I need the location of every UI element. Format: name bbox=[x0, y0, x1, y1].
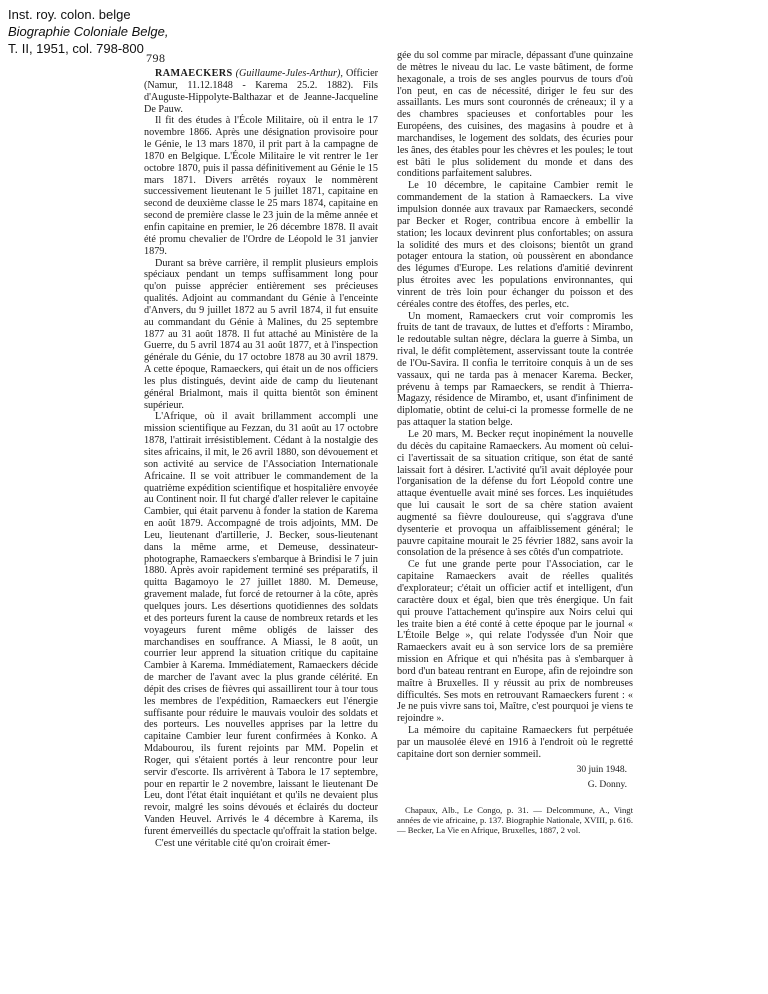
paragraph: Ce fut une grande perte pour l'Association, car le capitaine Ramaeckers avait de réelles qualités d'explorateur; c'était un officier actif et intelligent, d'un caractère doux et égal, bien que très énergique. Un fait qui prouve l'attachement qu'inspire aux Noirs celui qui les traite bien a été conté à cette époque par le journal « L'Étoile Belge », qui relate l'odyssée d'un Noir que Ramaeckers avait eu à son service lors de sa première mission en Afrique et qui n'hésita pas à s'embarquer à bord d'un bateau rentrant en Europe, afin de rejoindre son maître à Bruxelles. Il y réussit au prix de nombreuses difficultés. Ses mots en retrouvant Ramaeckers furent : « Je ne puis vivre sans toi, Maître, c'est pourquoi je viens te rejoindre ». bbox=[397, 559, 633, 725]
column-number: 798 bbox=[146, 51, 166, 65]
entry-intro: Officier (Namur, 11.12.1848 - Karema 25.2. 1882). Fils d'Auguste-Hippolyte-Balthazar et de Jeanne-Jacqueline De Pauw. bbox=[144, 68, 379, 115]
references-text: Chapaux, Alb., Le Congo, p. 31. — Delcommune, A., Vingt années de vie africaine, p. 137. Biographie Nationale, XVIII, p. 616. — Becker, La Vie en Afrique, Bruxelles, 1887, 2 vol. bbox=[397, 804, 633, 836]
paragraph: gée du sol comme par miracle, dépassant d'une quinzaine de mètres le niveau du lac. Le vaste bâtiment, de forme hexagonale, a trois de ses angles pourvus de tours d'où l'on peut, en cas de nécessité, diriger le feu sur des assaillants. Les murs sont couronnés de créneaux; il y a des chambres spacieuses et confortables pour les Européens, des cuisines, des magasins à poudre et à marchandises, le logement des soldats, des écuries pour les ânes, des étables pour les chèvres et les poules; le tout est bâti le plus solidement du monde et dans des conditions parfaitement salubres. bbox=[397, 50, 633, 180]
signature-date: 30 juin 1948. bbox=[576, 764, 627, 775]
paragraph: Durant sa brève carrière, il remplit plusieurs emplois spéciaux pendant un temps suffisamment long pour qu'on puisse apprécier entièrement ses précieuses qualités. Adjoint au commandant du Génie à l'enceinte d'Anvers, du 9 juillet 1872 au 5 avril 1874, il fut ensuite au commandant du Génie à Malines, du 25 septembre 1877 au 31 août 1878. Il fut attaché au Ministère de la Guerre, du 5 avril 1874 au 31 août 1877, et à l'inspection générale du Génie, du 17 octobre 1878 au 30 avril 1879. A cette époque, Ramaeckers, qui était un de nos officiers les plus distingués, devint aide de camp du lieutenant général Brialmont, mais il quitta bientôt son éminent supérieur. bbox=[144, 257, 378, 411]
right-column bbox=[397, 50, 633, 835]
paragraph: Il fit des études à l'École Militaire, où il entra le 17 novembre 1866. Après une désignation provisoire pour le Génie, le 13 mars 1870, il prit part à la campagne de 1870 en Belgique. L'École Militaire le vit rentrer le 1er octobre 1870, puis il passa définitivement au Génie le 15 mars 1871. Divers arrêtés royaux le nommèrent successivement lieutenant le 5 juillet 1871, capitaine en second de deuxième classe le 25 mars 1874, capitaine en second de première classe le 23 juin de la même année et enfin capitaine en premier, le 26 décembre 1878. Il avait été promu chevalier de l'Ordre de Léopold le 31 janvier 1879. bbox=[144, 115, 378, 257]
paragraph: La mémoire du capitaine Ramaeckers fut perpétuée par un mausolée élevé en 1916 à l'endroit où le regretté capitaine dort son dernier sommeil. bbox=[397, 725, 633, 760]
entry-surname: RAMAECKERS bbox=[155, 68, 233, 79]
entry-given-names: (Guillaume-Jules-Arthur), bbox=[235, 68, 343, 79]
references bbox=[397, 805, 633, 836]
citation-publication: Biographie Coloniale Belge, bbox=[8, 24, 169, 39]
paragraph: Un moment, Ramaeckers crut voir compromis les fruits de tant de travaux, de luttes et d'efforts : Mirambo, le redoutable sultan nègre, déclara la guerre à Simba, un rival, le défit complètement, asservissant toute la contrée de l'Ou-Savira. Il confia le territoire conquis à un de ses vassaux, qui ne tarda pas à menacer Karema. Becker, prévenu à temps par Ramaeckers, se rendit à Thierra-Magazy, résidence de Mirambo, et, usant d'infiniment de diplomatie, obtint de celui-ci la promesse formelle de ne pas attaquer la station belge. bbox=[397, 310, 633, 429]
left-column bbox=[144, 68, 378, 850]
citation-institute: Inst. roy. colon. belge bbox=[8, 7, 131, 22]
signature-author: G. Donny. bbox=[587, 779, 627, 790]
paragraph: C'est une véritable cité qu'on croirait émer- bbox=[155, 837, 331, 849]
entry-heading bbox=[144, 68, 378, 115]
paragraph: L'Afrique, où il avait brillamment accompli une mission scientifique au Fezzan, du 31 août au 17 octobre 1878, l'attirait irrésistiblement. Cédant à la nostalgie des sites africains, il mit, le 26 avril 1880, son dévouement et son activité au service de l'Association Internationale Africaine. Il se voit attribuer le commandement de la quatrième expédition scientifique et hospitalière envoyée au Continent noir. Il fut chargé d'aller relever le capitaine Cambier, qui était parvenu à fonder la station de Karema en août 1879. Accompagné de trois adjoints, MM. De Leu, lieutenant d'artillerie, J. Becker, sous-lieutenant dans la même arme, et Demeuse, dessinateur-photographe, Ramaeckers s'embarque à Brindisi le 7 juin 1880. Après avoir rapidement terminé ses préparatifs, il quitta Bagamoyo le 27 juillet 1880. M. Demeuse, gravement malade, fut forcé de retourner à la côte, après quelques jours. Les désertions quotidiennes des soldats et des porteurs furent la cause de nombreux retards et les voyageurs furent même obligés de laisser des marchandises en souffrance. A Miassi, le 8 août, un courrier leur apprend la situation critique du capitaine Cambier à Karema. Immédiatement, Ramaeckers décide de marcher de l'avant avec la plus grande célérité. En dépit des crises de fièvres qui assaillirent tour à tour tous les membres de l'expédition, Ramaeckers eut l'énergie suffisante pour réduire le mauvais vouloir des soldats et des porteurs. Les nouvelles apprises par la lettre du capitaine Cambier leur furent confirmées à Konko. A Mdabourou, ils furent rejoints par MM. Popelin et Roger, qui s'étaient portés à leur rencontre pour leur servir d'escorte. Ils arrivèrent à Tabora le 17 septembre, pour en repartir le 2 novembre, laissant le lieutenant De Leu, dont l'état était inquiétant et qu'ils ne devaient plus revoir, malgré les soins dévoués et éclairés du docteur Vanden Heuvel. Arrivés le 4 décembre à Karema, ils furent émerveillés du spectacle qu'offrait la station belge. bbox=[144, 411, 378, 837]
citation-header bbox=[8, 6, 168, 57]
paragraph: Le 20 mars, M. Becker reçut inopinément la nouvelle du décès du capitaine Ramaeckers. Au moment où celui-ci l'avertissait de sa situation critique, son état de santé laissait fort à désirer. L'activité qu'il avait déployée pour l'organisation de la défense du fort Léopold contre une attaque éventuelle avait miné ses forces. Les inquiétudes que lui causait le sort de sa chère station avaient augmenté sa fièvre douloureuse, qui s'aggrava d'une dysenterie et provoqua un affaiblissement général; le pauvre capitaine mourait le 25 février 1882, sans avoir la consolation de la présence à ses côtés d'un compatriote. bbox=[397, 429, 633, 559]
citation-volume: T. II, 1951, col. 798-800 bbox=[8, 41, 144, 56]
paragraph: Le 10 décembre, le capitaine Cambier remit le commandement de la station à Ramaeckers. La vive impulsion donnée aux travaux par Ramaeckers, secondé par Becker et Roger, contribua encore à embellir la station; les locaux devinrent plus confortables; on assura la solidité des murs et des cloisons; bientôt un grand potager entoura la station, où poussèrent en abondance des légumes d'Europe. Les relations d'amitié devinrent plus étroites avec les populations environnantes, qui vinrent de très loin pour échanger du poisson et des céréales contre des étoffes, des perles, etc. bbox=[397, 180, 633, 310]
